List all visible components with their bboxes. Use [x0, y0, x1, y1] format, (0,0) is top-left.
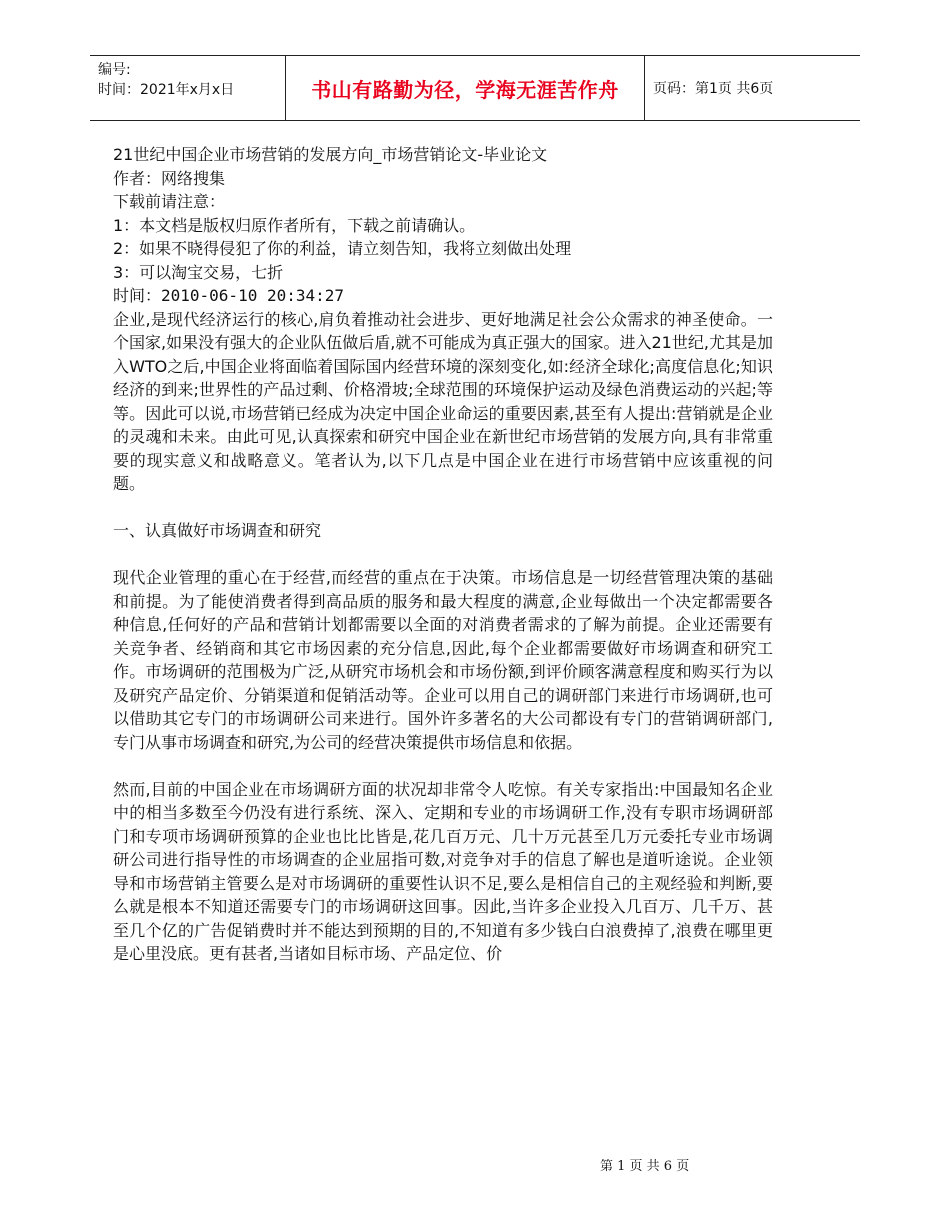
spacer: [113, 496, 773, 520]
author: 作者：网络搜集: [113, 168, 226, 188]
note-3: 3：可以淘宝交易，七折: [113, 262, 284, 282]
header-meta: [90, 56, 285, 120]
document-title: 21世纪中国企业市场营销的发展方向_市场营销论文-毕业论文: [113, 145, 548, 164]
notice-heading: 下载前请注意：: [113, 192, 226, 211]
spacer: [113, 754, 773, 778]
section-1-paragraph-1: 现代企业管理的重心在于经营,而经营的重点在于决策。市场信息是一切经营管理决策的基础和前提。为了能使消费者得到高品质的服务和最大程度的满意,企业每做出一个决定都需要各种信息,任何好的产品和营销计划都需要以全面的对消费者需求的了解为前提。企业还需要有关竞争者、经销商和其它市场因素的充分信息,因此,每个企业都需要做好市场调查和研究工作。市场调研的范围极为广泛,从研究市场机会和市场份额,到评价顾客满意程度和购买行为以及研究产品定价、分销渠道和促销活动等。企业可以用自己的调研部门来进行市场调研,也可以借助其它专门的市场调研公司来进行。国外许多著名的大公司都设有专门的营销调研部门,专门从事市场调查和研究,为公司的经营决策提供市场信息和依据。: [113, 568, 773, 752]
publish-time: 时间：2010-06-10 20:34:27: [113, 286, 345, 305]
note-1: 1：本文档是版权归原作者所有，下载之前请确认。: [113, 215, 476, 235]
spacer: [113, 543, 773, 567]
intro-paragraph: 企业,是现代经济运行的核心,肩负着推动社会进步、更好地满足社会公众需求的神圣使命。一个国家,如果没有强大的企业队伍做后盾,就不可能成为真正强大的国家。进入21世纪,尤其是加入WTO之后,中国企业将面临着国际国内经营环境的深刻变化,如:经济全球化;高度信息化;知识经济的到来;世界性的产品过剩、价格滑坡;全球范围的环境保护运动及绿色消费运动的兴起;等等。因此可以说,市场营销已经成为决定中国企业命运的重要因素,甚至有人提出:营销就是企业的灵魂和未来。由此可见,认真探索和研究中国企业在新世纪市场营销的发展方向,具有非常重要的现实意义和战略意义。笔者认为,以下几点是中国企业在进行市场营销中应该重视的问题。: [113, 309, 773, 493]
section-1-paragraph-2: 然而,目前的中国企业在市场调研方面的状况却非常令人吃惊。有关专家指出:中国最知名企业中的相当多数至今仍没有进行系统、深入、定期和专业的市场调研工作,没有专职市场调研部门和专项市场调研预算的企业也比比皆是,花几百万元、几十万元甚至几万元委托专业市场调研公司进行指导性的市场调查的企业屈指可数,对竞争对手的信息了解也是道听途说。企业领导和市场营销主管要么是对市场调研的重要性认识不足,要么是相信自己的主观经验和判断,要么就是根本不知道还需要专门的市场调研这回事。因此,当许多企业投入几百万、几千万、甚至几个亿的广告促销费时并不能达到预期的目的,不知道有多少钱白白浪费掉了,浪费在哪里更是心里没底。更有甚者,当诸如目标市场、产品定位、价: [113, 779, 773, 963]
section-1-title: 一、认真做好市场调查和研究: [113, 521, 322, 540]
motto: 书山有路勤为径，学海无涯苦作舟: [285, 56, 645, 120]
note-2: 2：如果不晓得侵犯了你的利益，请立刻告知，我将立刻做出处理: [113, 239, 572, 258]
page-label: 页码：第1页 共6页: [653, 81, 774, 97]
number-label: 编号:: [98, 62, 131, 78]
page-footer: 第 1 页 共 6 页: [600, 1159, 690, 1174]
header-table: [90, 55, 860, 121]
time-label: 时间：2021年x月x日: [98, 82, 235, 98]
document-body: [113, 143, 773, 966]
